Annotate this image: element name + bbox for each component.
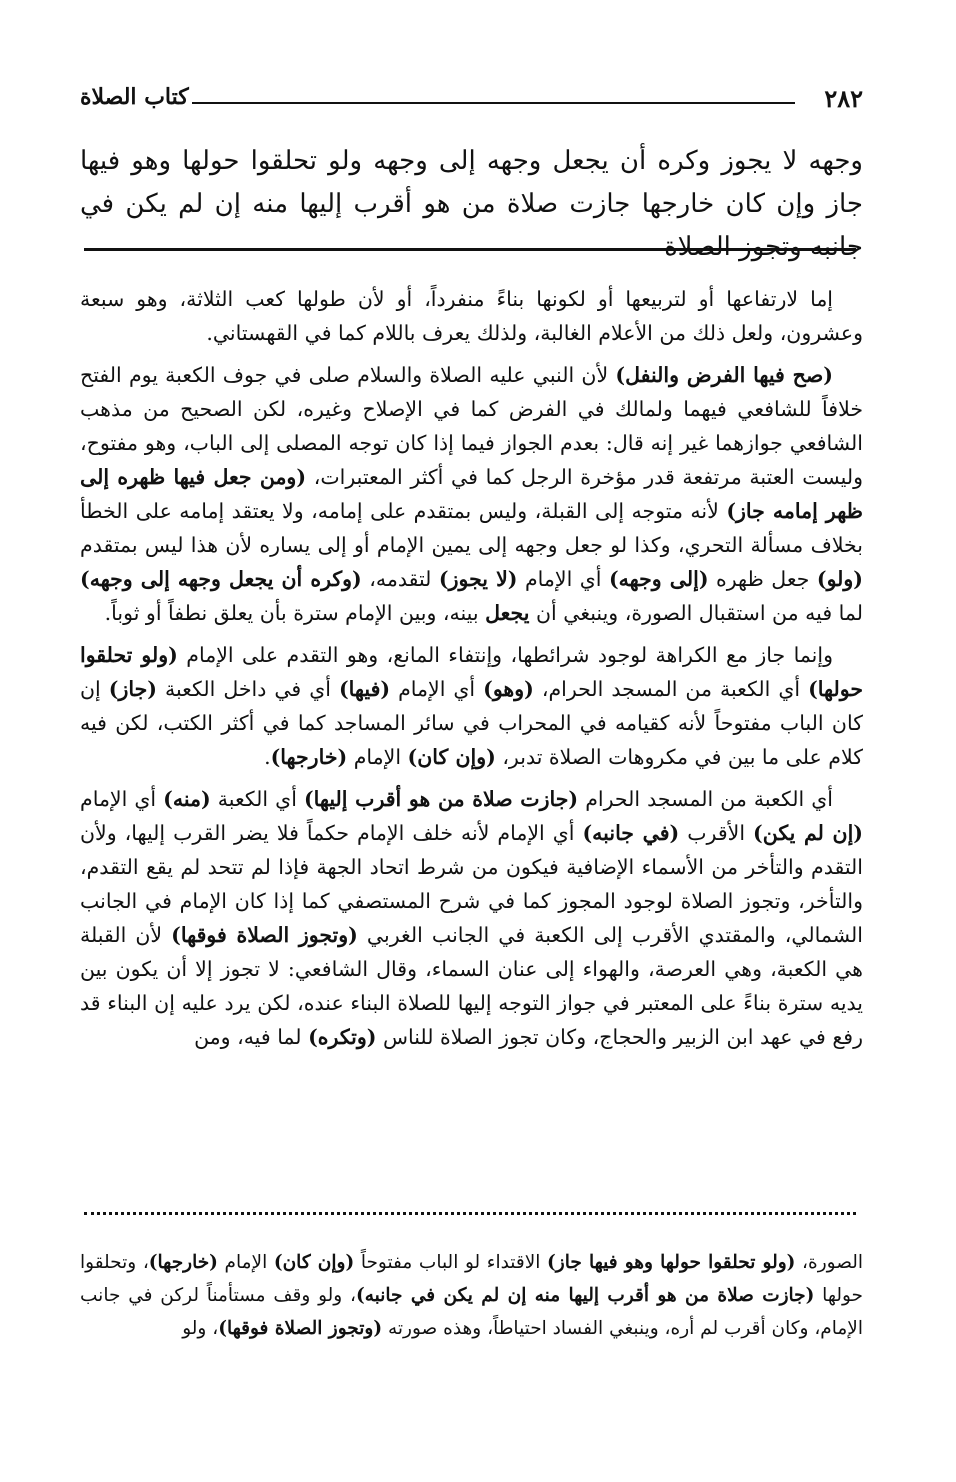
- commentary-paragraph-4: أي الكعبة من المسجد الحرام (جازت صلاة من هو أقرب إليها) أي الكعبة (منه) أي الإمام (إن لم يكن) الأقرب (في جانبه) أي الإمام لأنه خلف الإمام حكماً فلا يضر القرب إليها، ولأن التقدم والتأخر من الأسماء الإضافية فيكون من شرط اتحاد الجهة فإذا لم تتحد لم يقع التقدم، والتأخر، وتجوز الصلاة لوجود المجوز كما في شرح المستصفي كما إذا كان الإمام في الجانب الشمالي، والمقتدي الأقرب إلى الكعبة في الجانب الغربي (وتجوز الصلاة فوقها) لأن القبلة هي الكعبة، وهي العرصة، والهواء إلى عنان السماء، وقال الشافعي: لا تجوز إلا أن يكون بين يديه سترة بناءً على المعتبر في جواز التوجه إليها للصلاة البناء عنده، لكن يرد عليه إن البناء قد رفع في عهد ابن الزبير والحجاج، وكان تجوز الصلاة للناس (وتكره) لما فيه، ومن: [80, 787, 863, 1049]
- commentary-paragraph-3: وإنما جاز مع الكراهة لوجود شرائطها، وإنتفاء المانع، وهو التقدم على الإمام (ولو تحلقوا حولها) أي الكعبة من المسجد الحرام، (وهو) أي الإمام (فيها) أي في داخل الكعبة (جاز) إن كان الباب مفتوحاً لأنه كقيامه في المحراب في سائر المساجد كما في أكثر الكتب، لكن فيه كلام على ما بين في مكروهات الصلاة تدبر، (وإن كان) الإمام (خارجها).: [80, 643, 863, 769]
- page-number: ٢٨٢: [824, 84, 863, 113]
- footnote-separator: [84, 1212, 856, 1219]
- header-rule: [192, 102, 795, 104]
- matn-line: وجهه لا يجوز وكره أن يجعل وجهه إلى وجهه ولو تحلقوا حولها وهو فيها جاز وإن كان خارجها جازت صلاة من هو أقرب إليها منه إن لم يكن في جانبه وتجوز الصلاة: [80, 146, 863, 262]
- page-header: [80, 78, 863, 118]
- marginal-note-paragraph: الصورة، (ولو تحلقوا حولها وهو فيها جاز) الاقتداء لو الباب مفتوحاً (وإن كان) الإمام (خارجها)، وتحلقوا حولها (جازت صلاة من هو أقرب إليها منه إن لم يكن في جانبه)، ولو وقف مستأمناً لركن في جانب الإمام، وكان أقرب لم أره، وينبغي الفساد احتياطاً، وهذه صورته (وتجوز الصلاة فوقها)، ولو: [80, 1252, 864, 1339]
- commentary: [80, 282, 863, 1062]
- commentary-paragraph-1: إما لارتفاعها أو لتربيعها أو لكونها بناءً منفرداً، أو لأن طولها كعب الثلاثة، وهو سبعة وعشرون، ولعل ذلك من الأعلام الغالبة، ولذلك يعرف باللام كما في القهستاني.: [80, 287, 863, 345]
- running-title: كتاب الصلاة: [80, 84, 189, 110]
- matn-separator: [84, 248, 856, 251]
- commentary-paragraph-2: (صح فيها الفرض والنفل) لأن النبي عليه الصلاة والسلام صلى في جوف الكعبة يوم الفتح خلافاً للشافعي فيهما ولمالك في الفرض كما في الإصلاح وغيره، لكن الصحيح من مذهب الشافعي جوازهما غير إنه قال: بعدم الجواز فيما إذا كان توجه المصلى إلى الباب، وهو مفتوح، وليست العتبة مرتفعة قدر مؤخرة الرجل كما في أكثر المعتبرات، (ومن جعل فيها ظهره إلى ظهر إمامه جاز) لأنه متوجه إلى القبلة، وليس بمتقدم على إمامه، ولا يعتقد إمامه على الخطأ بخلاف مسألة التحري، وكذا لو جعل وجهه إلى يمين الإمام أو إلى يساره لأن هذا ليس بمتقدم (ولو) جعل ظهره (إلى وجهه) أي الإمام (لا يجوز) لتقدمه، (وكره أن يجعل وجهه إلى وجهه) لما فيه من استقبال الصورة، وينبغي أن يجعل بينه، وبين الإمام سترة بأن يعلق نطفاً أو ثوباً.: [80, 363, 864, 625]
- marginal-notes: [80, 1246, 863, 1345]
